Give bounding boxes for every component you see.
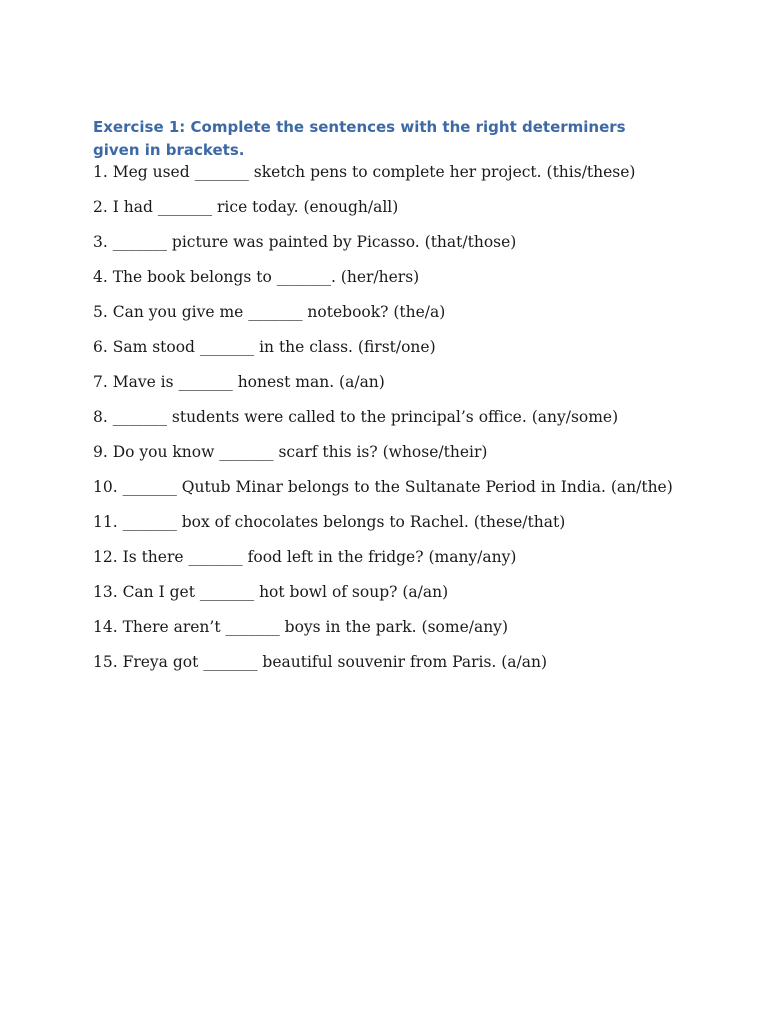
question-item: 10. _______ Qutub Minar belongs to the Sultanate Period in India. (an/the): [93, 478, 673, 496]
question-item: 15. Freya got _______ beautiful souvenir from Paris. (a/an): [93, 653, 548, 671]
question-item: 7. Mave is _______ honest man. (a/an): [93, 373, 385, 391]
question-item: 13. Can I get _______ hot bowl of soup? (a/an): [93, 583, 449, 601]
question-item: 11. _______ box of chocolates belongs to Rachel. (these/that): [93, 513, 566, 531]
question-item: 14. There aren’t _______ boys in the park. (some/any): [93, 618, 508, 636]
exercise-heading: Exercise 1: Complete the sentences with the right determiners given in brackets.: [93, 118, 626, 159]
question-list: [93, 162, 673, 687]
question-item: 1. Meg used _______ sketch pens to complete her project. (this/these): [93, 163, 636, 181]
question-item: 3. _______ picture was painted by Picasso. (that/those): [93, 233, 517, 251]
question-item: 9. Do you know _______ scarf this is? (whose/their): [93, 443, 488, 461]
question-item: 4. The book belongs to _______. (her/hers): [93, 268, 420, 286]
question-item: 6. Sam stood _______ in the class. (first/one): [93, 338, 436, 356]
question-item: 2. I had _______ rice today. (enough/all): [93, 198, 399, 216]
question-item: 8. _______ students were called to the principal’s office. (any/some): [93, 408, 619, 426]
exercise-section: [93, 116, 673, 687]
question-item: 12. Is there _______ food left in the fridge? (many/any): [93, 548, 517, 566]
question-item: 5. Can you give me _______ notebook? (the/a): [93, 303, 446, 321]
